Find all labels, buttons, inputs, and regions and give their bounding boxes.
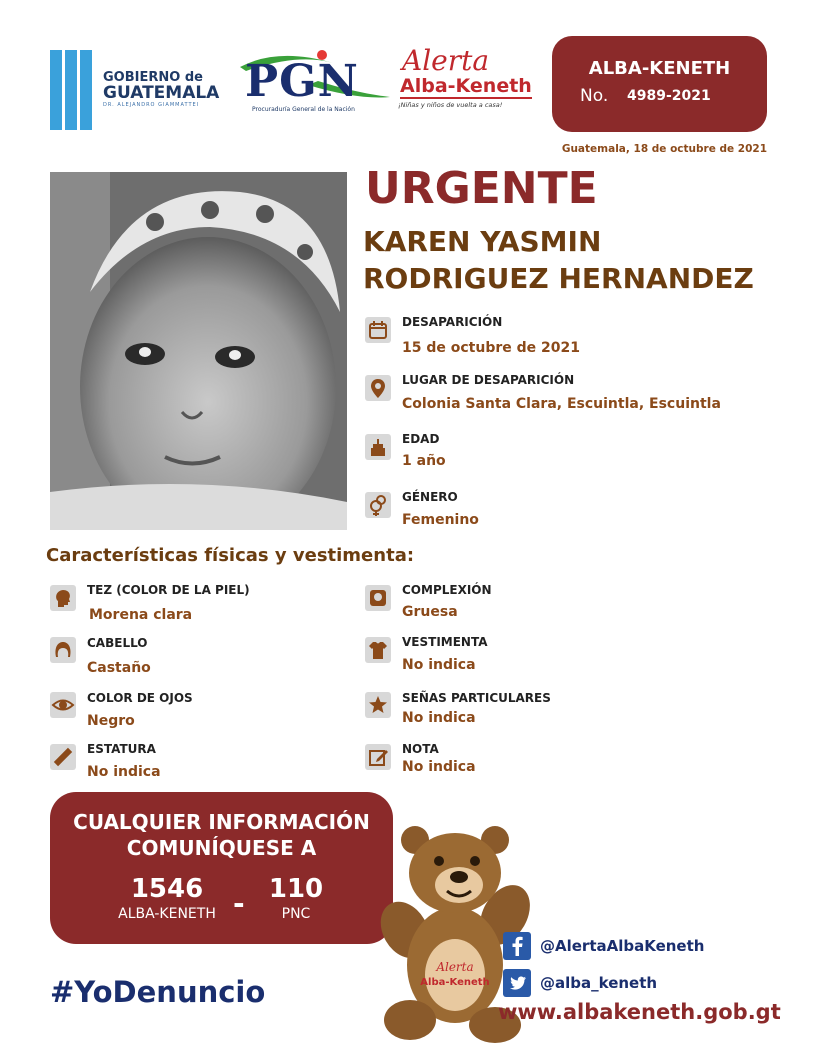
characteristics-heading: Características físicas y vestimenta: [46,545,415,566]
phone-separator: - [233,887,245,920]
facebook-handle[interactable]: @AlertaAlbaKeneth [540,937,705,955]
alerta-logo-line1: Alerta [402,44,490,77]
guatemala-government-logo [50,50,92,130]
disappearance-place-value: Colonia Santa Clara, Escuintla, Escuintla [402,396,721,412]
age-value: 1 año [402,453,446,469]
eye-color-label: COLOR DE OJOS [87,691,193,705]
alerta-logo-line2: Alba-Keneth [400,75,532,97]
disappearance-place-label: LUGAR DE DESAPARICIÓN [402,373,575,387]
twitter-handle[interactable]: @alba_keneth [540,974,658,992]
alba-keneth-phone-label: ALBA-KENETH [118,906,216,922]
calendar-icon [365,317,391,343]
hair-icon [50,637,76,663]
gender-icon [365,492,391,518]
case-no-label: No. [580,86,609,106]
alerta-tagline: ¡Niñas y niños de vuelta a casa! [398,101,503,109]
height-value: No indica [87,764,161,780]
distinguishing-marks-label: SEÑAS PARTICULARES [402,691,551,705]
note-label: NOTA [402,742,439,756]
gov-logo-line1: GOBIERNO de [103,70,203,85]
child-name-line2: RODRIGUEZ HERNANDEZ [363,262,754,295]
facebook-icon[interactable] [503,932,531,960]
age-label: EDAD [402,432,440,446]
hair-value: Castaño [87,660,151,676]
hashtag: #YoDenuncio [50,975,266,1009]
gender-label: GÉNERO [402,490,458,504]
note-edit-icon [365,744,391,770]
distinguishing-marks-value: No indica [402,710,476,726]
ruler-icon [50,744,76,770]
note-value: No indica [402,759,476,775]
pnc-phone-label: PNC [281,906,311,922]
clothing-label: VESTIMENTA [402,635,488,649]
location-pin-icon [365,375,391,401]
head-silhouette-icon [50,585,76,611]
twitter-icon[interactable] [503,969,531,997]
tshirt-icon [365,637,391,663]
gender-value: Femenino [402,512,479,528]
scale-icon [365,585,391,611]
urgent-heading: URGENTE [365,163,598,214]
hair-label: CABELLO [87,636,148,650]
case-number: 4989-2021 [627,88,711,104]
missing-child-photo [50,172,347,530]
mascot-text-line1: Alerta [436,960,474,974]
contact-info-box [50,792,393,944]
skin-tone-label: TEZ (COLOR DE LA PIEL) [87,583,250,597]
skin-tone-value: Morena clara [89,607,193,623]
build-label: COMPLEXIÓN [402,583,492,597]
child-name-line1: KAREN YASMIN [363,225,602,258]
star-icon [365,692,391,718]
pgn-subtitle: Procuraduría General de la Nación [252,106,355,113]
disappearance-date-label: DESAPARICIÓN [402,315,503,329]
clothing-value: No indica [402,657,476,673]
issue-date: Guatemala, 18 de octubre de 2021 [561,143,767,155]
gov-logo-line3: DR. ALEJANDRO GIAMMATTEI [103,102,200,108]
disappearance-date-value: 15 de octubre de 2021 [402,340,580,356]
pgn-logo: PGN [245,56,359,107]
case-number-badge [552,36,767,132]
eye-icon [50,692,76,718]
birthday-cake-icon [365,434,391,460]
pnc-phone: 110 [268,874,324,904]
contact-line2: COMUNÍQUESE A [126,836,317,860]
build-value: Gruesa [402,604,458,620]
gov-logo-line2: GUATEMALA [103,83,220,103]
height-label: ESTATURA [87,742,156,756]
website-link[interactable]: www.albakeneth.gob.gt [498,1000,781,1024]
case-title: ALBA-KENETH [588,58,731,79]
alba-keneth-phone: 1546 [130,874,204,904]
contact-line1: CUALQUIER INFORMACIÓN [73,810,370,834]
eye-color-value: Negro [87,713,135,729]
mascot-text-line2: Alba-Keneth [420,977,490,988]
